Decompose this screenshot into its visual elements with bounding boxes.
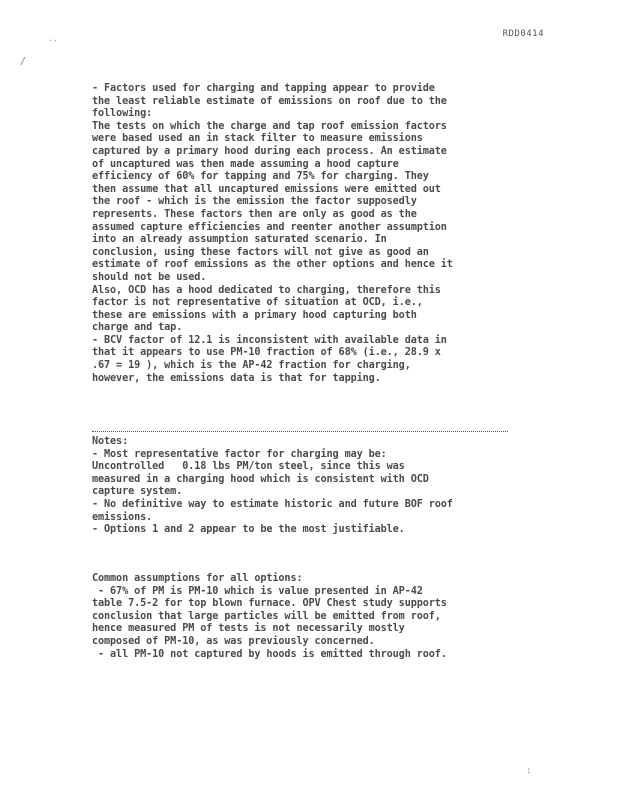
page-id-label: RDD0414 — [502, 29, 544, 39]
emission-factor-discussion: - Factors used for charging and tapping appear to provide the least reliable estimate of emissions on roof due to the following: The tests on which the charge and tap roof emission factors were based used an in stack filter to measure emissions captured by a primary hood during each process. An estimate of uncaptured was then made assuming a hood capture efficiency of 60% for tapping and 75% for charging. They then assume that all uncaptured emissions were emitted out the roof - which is the emission the factor supposedly represents. These factors then are only as good as the assumed capture efficiencies and reenter another assumption into an already assumption saturated scenario. In conclusion, using these factors will not give as good an estimate of roof emissions as the other options and hence it should not be used. Also, OCD has a hood dedicated to charging, therefore this factor is not representative of situation at OCD, i.e., these are emissions with a primary hood capturing both charge and tap. - BCV factor of 12.1 is inconsistent with available data in that it appears to use PM-10 fraction of 68% (i.e., 28.9 x .67 = 19 ), which is the AP-42 fraction for charging, however, the emissions data is that for tapping. — [92, 83, 453, 384]
section-divider — [92, 431, 508, 432]
scan-speck: .. — [48, 34, 58, 43]
common-assumptions-section: Common assumptions for all options: - 67% of PM is PM-10 which is value presented in AP-42 table 7.5-2 for top blown furnace. OPV Chest study supports conclusion that large particles will be emitted from roof, hence measured PM of tests is not necessarily mostly composed of PM-10, as was previously concerned. - all PM-10 not captured by hoods is emitted through roof. — [92, 573, 447, 660]
scan-speck: / — [20, 56, 27, 67]
notes-section: Notes: - Most representative factor for charging may be: Uncontrolled 0.18 lbs PM/ton steel, since this was measured in a charging hood which is consistent with OCD capture system. - No definitive way to estimate historic and future BOF roof emissions. - Options 1 and 2 appear to be the most justifiable. — [92, 436, 453, 536]
scan-speck: : — [526, 766, 532, 776]
